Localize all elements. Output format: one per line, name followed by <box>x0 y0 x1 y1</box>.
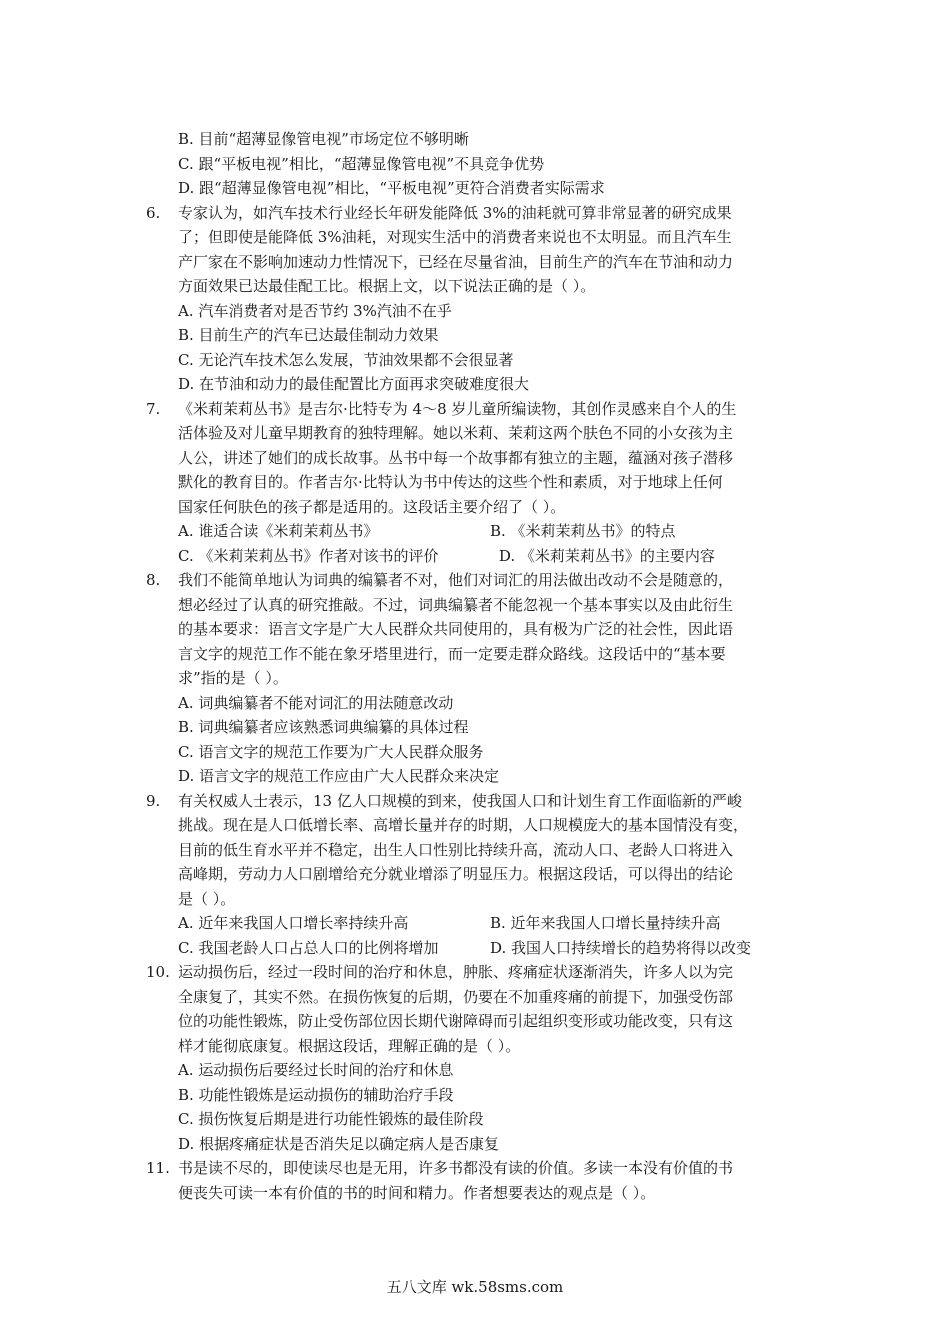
question-text-line: 专家认为，如汽车技术行业经长年研发能降低 3%的油耗就可算非常显著的研究成果 <box>178 203 732 222</box>
option-row <box>146 519 806 544</box>
question-text-line: 求”指的是（ ）。 <box>178 669 288 687</box>
option-b: B. 目前“超薄显像管电视”市场定位不够明晰 <box>178 130 469 148</box>
question-text-line: 样才能彻底康复。根据这段话，理解正确的是（ ）。 <box>178 1036 521 1055</box>
question-text-line: 书是读不尽的，即使读尽也是无用，许多书都没有读的价值。多读一本没有价值的书 <box>178 1159 734 1177</box>
option-c: C. 我国老龄人口占总人口的比例将增加 <box>178 938 439 957</box>
question-text-line: 想必经过了认真的研究推敲。不过，词典编纂者不能忽视一个基本事实以及由此衍生 <box>178 595 734 614</box>
question-text-line: 默化的教育目的。作者吉尔·比特认为书中传达的这些个性和素质，对于地球上任何 <box>178 473 723 491</box>
question-6 <box>146 201 806 299</box>
question-9 <box>146 789 806 912</box>
question-7 <box>146 397 806 520</box>
question-text-line: 我们不能简单地认为词典的编纂者不对，他们对词汇的用法做出改动不会是随意的， <box>178 571 734 589</box>
question-number: 6. <box>146 203 161 222</box>
page-footer: 五八文库 wk.58sms.com <box>386 1278 564 1296</box>
question-text-line: 人公，讲述了她们的成长故事。丛书中每一个故事都有独立的主题，蕴涵对孩子潜移 <box>178 448 734 467</box>
option-b: B. 近年来我国人口增长量持续升高 <box>490 914 721 932</box>
option-d: D. 语言文字的规范工作应由广大人民群众来决定 <box>178 767 500 785</box>
option-a: A. 运动损伤后要经过长时间的治疗和休息 <box>178 1061 454 1079</box>
question-text-line: 全康复了，其实不然。在损伤恢复的后期，仍要在不加重疼痛的前提下，加强受伤部 <box>178 987 734 1006</box>
option-c: C. 语言文字的规范工作要为广大人民群众服务 <box>178 742 484 761</box>
question-text-line: 目前的低生育水平并不稳定，出生人口性别比持续升高，流动人口、老龄人口将进入 <box>178 840 734 859</box>
option-b: B. 《米莉茉莉丛书》的特点 <box>490 522 676 540</box>
option-d: D. 跟“超薄显像管电视”相比，“平板电视”更符合消费者实际需求 <box>178 179 605 197</box>
option-d: D. 我国人口持续增长的趋势将得以改变 <box>490 938 752 957</box>
option-row <box>146 936 806 961</box>
option-c: C. 损伤恢复后期是进行功能性锻炼的最佳阶段 <box>178 1110 484 1128</box>
question-content <box>146 127 806 1205</box>
question-text-line: 挑战。现在是人口低增长率、高增长量并存的时期，人口规模庞大的基本国情没有变， <box>178 816 749 834</box>
continued-options <box>146 127 806 201</box>
option-row <box>146 911 806 936</box>
option-row <box>146 544 806 569</box>
option-a: A. 词典编纂者不能对词汇的用法随意改动 <box>178 693 454 712</box>
question-text-line: 高峰期，劳动力人口剧增给充分就业增添了明显压力。根据这段话，可以得出的结论 <box>178 865 734 883</box>
option-c: C. 跟“平板电视”相比，“超薄显像管电视”不具竞争优势 <box>178 154 545 173</box>
option-a: A. 谁适合读《米莉茉莉丛书》 <box>178 522 379 540</box>
question-text-line: 有关权威人士表示，13 亿人口规模的到来，使我国人口和计划生育工作面临新的严峻 <box>178 791 742 810</box>
question-text-line: 位的功能性锻炼，防止受伤部位因长期代谢障碍而引起组织变形或功能改变，只有这 <box>178 1012 734 1030</box>
question-text-line: 活体验及对儿童早期教育的独特理解。她以米莉、茉莉这两个肤色不同的小女孩为主 <box>178 424 734 442</box>
question-number: 7. <box>146 399 161 418</box>
option-b: B. 目前生产的汽车已达最佳制动力效果 <box>178 326 439 344</box>
question-number: 11. <box>146 1159 170 1177</box>
question-text-line: 产厂家在不影响加速动力性情况下，已经在尽量省油，目前生产的汽车在节油和动力 <box>178 252 734 271</box>
option-d: D. 《米莉茉莉丛书》的主要内容 <box>498 546 715 565</box>
option-b: B. 词典编纂者应该熟悉词典编纂的具体过程 <box>178 718 469 736</box>
option-d: D. 在节油和动力的最佳配置比方面再求突破难度很大 <box>178 375 530 393</box>
question-text-line: 是（ ）。 <box>178 889 236 908</box>
question-number: 10. <box>146 963 170 981</box>
option-a: A. 近年来我国人口增长率持续升高 <box>178 914 409 932</box>
option-c: C. 无论汽车技术怎么发展，节油效果都不会很显著 <box>178 350 514 369</box>
question-text-line: 了；但即使是能降低 3%油耗，对现实生活中的消费者来说也不太明显。而且汽车生 <box>178 228 732 246</box>
question-text-line: 便丧失可读一本有价值的书的时间和精力。作者想要表达的观点是（ ）。 <box>178 1183 656 1202</box>
option-a: A. 汽车消费者对是否节约 3%汽油不在乎 <box>178 301 452 320</box>
question-11 <box>146 1156 806 1205</box>
question-number: 9. <box>146 791 161 810</box>
question-8 <box>146 568 806 691</box>
question-text-line: 方面效果已达最佳配工比。根据上文，以下说法正确的是（ ）。 <box>178 277 596 295</box>
option-c: C. 《米莉茉莉丛书》作者对该书的评价 <box>178 546 439 565</box>
question-text-line: 言文字的规范工作不能在象牙塔里进行，而一定要走群众路线。这段话中的“基本要 <box>178 644 726 663</box>
question-text-line: 运动损伤后，经过一段时间的治疗和休息，肿胀、疼痛症状逐渐消失，许多人以为完 <box>178 963 734 981</box>
question-text-line: 的基本要求：语言文字是广大人民群众共同使用的，具有极为广泛的社会性，因此语 <box>178 620 734 638</box>
question-10 <box>146 960 806 1058</box>
question-text-line: 《米莉茉莉丛书》是吉尔·比特专为 4～8 岁儿童所编读物，其创作灵感来自个人的生 <box>178 399 737 418</box>
question-number: 8. <box>146 571 161 589</box>
option-b: B. 功能性锻炼是运动损伤的辅助治疗手段 <box>178 1085 454 1104</box>
question-text-line: 国家任何肤色的孩子都是适用的。这段话主要介绍了（ ）。 <box>178 497 566 516</box>
option-d: D. 根据疼痛症状是否消失足以确定病人是否康复 <box>178 1134 500 1153</box>
